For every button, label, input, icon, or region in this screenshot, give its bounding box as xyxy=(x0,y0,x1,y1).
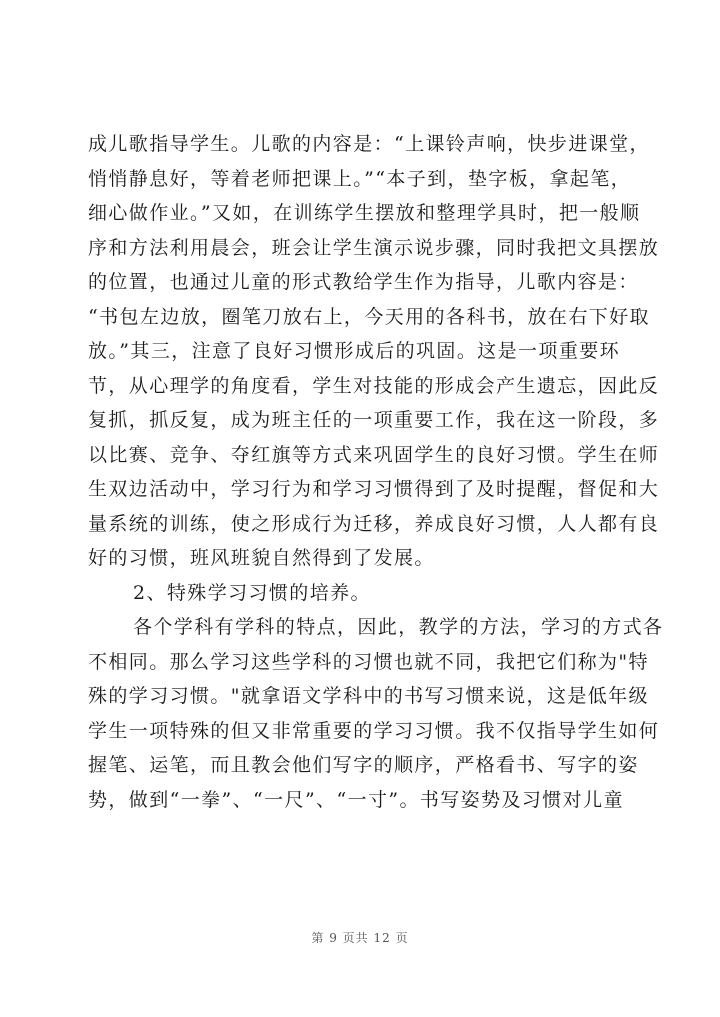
text-line: 细心做作业。”又如，在训练学生摆放和整理学具时，把一般顺 xyxy=(88,202,641,224)
text-line: 学生一项特殊的但又非常重要的学习习惯。我不仅指导学生如何 xyxy=(88,719,660,742)
text-line: 好的习惯，班风班貌自然得到了发展。 xyxy=(88,547,435,569)
text-line: 放。”其三，注意了良好习惯形成后的巩固。这是一项重要环 xyxy=(88,340,621,362)
page-number-footer: 第 9 页共 12 页 xyxy=(311,931,409,945)
text-line: 生双边活动中，学习行为和学习习惯得到了及时提醒，督促和大 xyxy=(88,478,660,500)
text-line: 握笔、运笔，而且教会他们写字的顺序，严格看书、写字的姿 xyxy=(88,754,639,776)
text-line: 的位置，也通过儿童的形式教给学生作为指导，儿歌内容是： xyxy=(88,271,639,293)
text-line: 序和方法利用晨会，班会让学生演示说步骤，同时我把文具摆放 xyxy=(88,236,660,259)
text-line: 悄悄静息好，等着老师把课上。”“本子到，垫字板，拿起笔， xyxy=(88,167,632,190)
section-heading: 2、特殊学习习惯的培养。 xyxy=(133,581,371,604)
text-line: 以比赛、竞争、夺红旗等方式来巩固学生的良好习惯。学生在师 xyxy=(88,443,660,466)
text-line: 殊的学习习惯。"就拿语文学科中的书写习惯来说，这是低年级 xyxy=(88,685,649,707)
body-text xyxy=(88,127,664,817)
text-line: 复抓，抓反复，成为班主任的一项重要工作，我在这一阶段，多 xyxy=(88,409,660,431)
text-line: 量系统的训练，使之形成行为迁移，养成良好习惯，人人都有良 xyxy=(88,512,660,535)
text-line: “书包左边放，圈笔刀放右上，今天用的各科书，放在右下好取 xyxy=(88,305,650,328)
text-line: 不相同。那么学习这些学科的习惯也就不同，我把它们称为"特 xyxy=(88,650,649,673)
text-line: 势，做到“一拳”、“一尺”、“一寸”。书写姿势及习惯对儿童 xyxy=(88,788,624,811)
text-line: 节，从心理学的角度看，学生对技能的形成会产生遗忘，因此反 xyxy=(88,374,660,397)
text-line: 各个学科有学科的特点，因此，教学的方法，学习的方式各 xyxy=(133,616,664,638)
text-line: 成儿歌指导学生。儿歌的内容是：“上课铃声响，快步进课堂， xyxy=(88,133,650,155)
